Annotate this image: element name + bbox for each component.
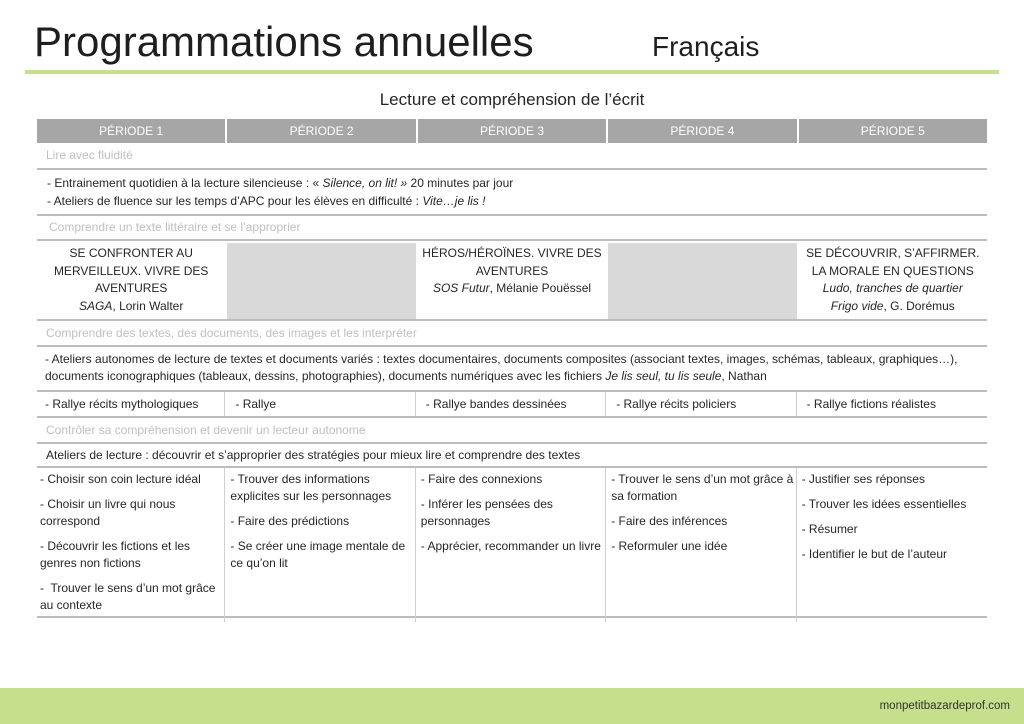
section-heading-literary: Comprendre un texte littéraire et se l’approprier xyxy=(37,216,987,241)
book-credit: , G. Dorémus xyxy=(883,298,955,313)
footer-bar xyxy=(0,688,1024,724)
period-header-row xyxy=(37,119,987,143)
period-1-theme-cell xyxy=(37,243,225,319)
strategy-item: - Trouver le sens d’un mot grâce à sa formation xyxy=(611,472,797,503)
period-4-empty-cell xyxy=(608,243,796,319)
line-italic: Vite…je lis ! xyxy=(422,194,486,208)
strategy-item: - Apprécier, recommander un livre xyxy=(420,539,601,553)
page-subtitle: Lecture et compréhension de l’écrit xyxy=(379,90,645,109)
rallye-item: - Rallye bandes dessinées xyxy=(418,392,606,416)
strategy-item: - Trouver des informations explicites sur les personnages xyxy=(230,472,392,503)
strategy-item: - Faire des prédictions xyxy=(230,514,350,528)
book-reference xyxy=(802,280,984,298)
line-text: - Entrainement quotidien à la lecture silencieuse : « xyxy=(47,176,323,190)
book-credit: , Lorin Walter xyxy=(112,298,184,313)
section-heading-documents: Comprendre des textes, des documents, des images et les interpréter xyxy=(37,321,987,347)
period-5-strategies xyxy=(799,468,987,622)
period-4-strategies xyxy=(608,468,796,622)
period-header: PÉRIODE 1 xyxy=(37,119,225,143)
programme-table xyxy=(37,119,987,618)
workshop-text: , Nathan xyxy=(721,369,767,383)
book-title: Frigo vide xyxy=(830,298,884,313)
period-2-strategies xyxy=(227,468,415,622)
book-credit: , Mélanie Pouëssel xyxy=(489,281,592,295)
strategy-item: - Trouver le sens d’un mot grâce au contexte xyxy=(40,581,219,612)
section-heading-autonomy: Contrôler sa compréhension et devenir un lecteur autonome xyxy=(37,418,987,444)
strategy-item: - Faire des inférences xyxy=(611,514,728,528)
strategy-item: - Trouver les idées essentielles xyxy=(801,497,967,511)
period-3-strategies xyxy=(418,468,606,622)
strategy-item: - Découvrir les fictions et les genres non fictions xyxy=(40,539,194,570)
strategy-item: - Se créer une image mentale de ce qu’on lit xyxy=(230,539,409,570)
title-underline xyxy=(25,70,999,74)
workshop-italic: Je lis seul, tu lis seule xyxy=(605,369,722,383)
rallye-item: - Rallye fictions réalistes xyxy=(806,397,936,411)
reading-theme: SE CONFRONTER AU MERVEILLEUX. VIVRE DES AVENTURES xyxy=(53,246,209,295)
book-reference xyxy=(421,280,603,298)
subject-label: Français xyxy=(652,31,760,62)
period-header: PÉRIODE 2 xyxy=(227,119,415,143)
literary-themes-row xyxy=(37,241,987,321)
strategy-item: - Choisir un livre qui nous correspond xyxy=(40,497,179,528)
line-text: 20 minutes par jour xyxy=(407,176,514,190)
fluency-line xyxy=(47,192,979,210)
strategy-item: - Reformuler une idée xyxy=(611,539,728,553)
strategy-item: - Choisir son coin lecture idéal xyxy=(40,472,201,486)
footer-website: monpetitbazardeprof.com xyxy=(879,700,1010,712)
reading-workshops-intro: Ateliers de lecture : découvrir et s’approprier des stratégies pour mieux lire et comprendre des textes xyxy=(37,444,987,468)
book-reference xyxy=(802,298,984,316)
strategy-item: - Justifier ses réponses xyxy=(801,472,925,486)
book-reference xyxy=(40,298,222,316)
rallye-row xyxy=(37,392,987,418)
rallye-item: - Rallye récits mythologiques xyxy=(37,392,225,416)
period-5-theme-cell xyxy=(799,243,987,319)
period-header: PÉRIODE 3 xyxy=(418,119,606,143)
rallye-item: - Rallye récits policiers xyxy=(608,392,796,416)
book-title: SOS Futur xyxy=(432,281,490,295)
period-header: PÉRIODE 5 xyxy=(799,119,987,143)
fluency-activities xyxy=(37,170,987,216)
fluency-line xyxy=(47,174,979,192)
book-title: Ludo, tranches de quartier xyxy=(822,281,963,295)
workshop-text: - Ateliers autonomes de lecture de textes et documents variés : textes documentaires, documents composites (associant textes, images, schémas, tableaux, graphiques…), documents iconographiques (tableaux, dessins, photographies), documents numériques avec les fichiers xyxy=(45,352,958,383)
book-title: SAGA xyxy=(79,298,113,313)
strategy-item: - Faire des connexions xyxy=(420,472,543,486)
reading-theme: SE DÉCOUVRIR, S’AFFIRMER. LA MORALE EN QUESTIONS xyxy=(806,246,980,278)
rallye-item: - Rallye xyxy=(227,392,415,416)
strategies-row xyxy=(37,468,987,618)
period-2-empty-cell xyxy=(227,243,415,319)
line-text: - Ateliers de fluence sur les temps d’APC pour les élèves en difficulté : xyxy=(47,194,423,208)
line-italic: Silence, on lit! » xyxy=(322,176,408,190)
period-header: PÉRIODE 4 xyxy=(608,119,796,143)
strategy-item: - Identifier le but de l’auteur xyxy=(801,547,948,561)
page-title: Programmations annuelles xyxy=(34,18,534,65)
period-3-theme-cell xyxy=(418,243,606,319)
period-1-strategies xyxy=(37,468,225,622)
strategy-item: - Résumer xyxy=(801,522,858,536)
section-heading-fluency: Lire avec fluidité xyxy=(37,143,987,170)
documents-workshop xyxy=(37,347,987,392)
strategy-item: - Inférer les pensées des personnages xyxy=(420,497,557,528)
reading-theme: HÉROS/HÉROÏNES. VIVRE DES AVENTURES xyxy=(422,246,602,278)
